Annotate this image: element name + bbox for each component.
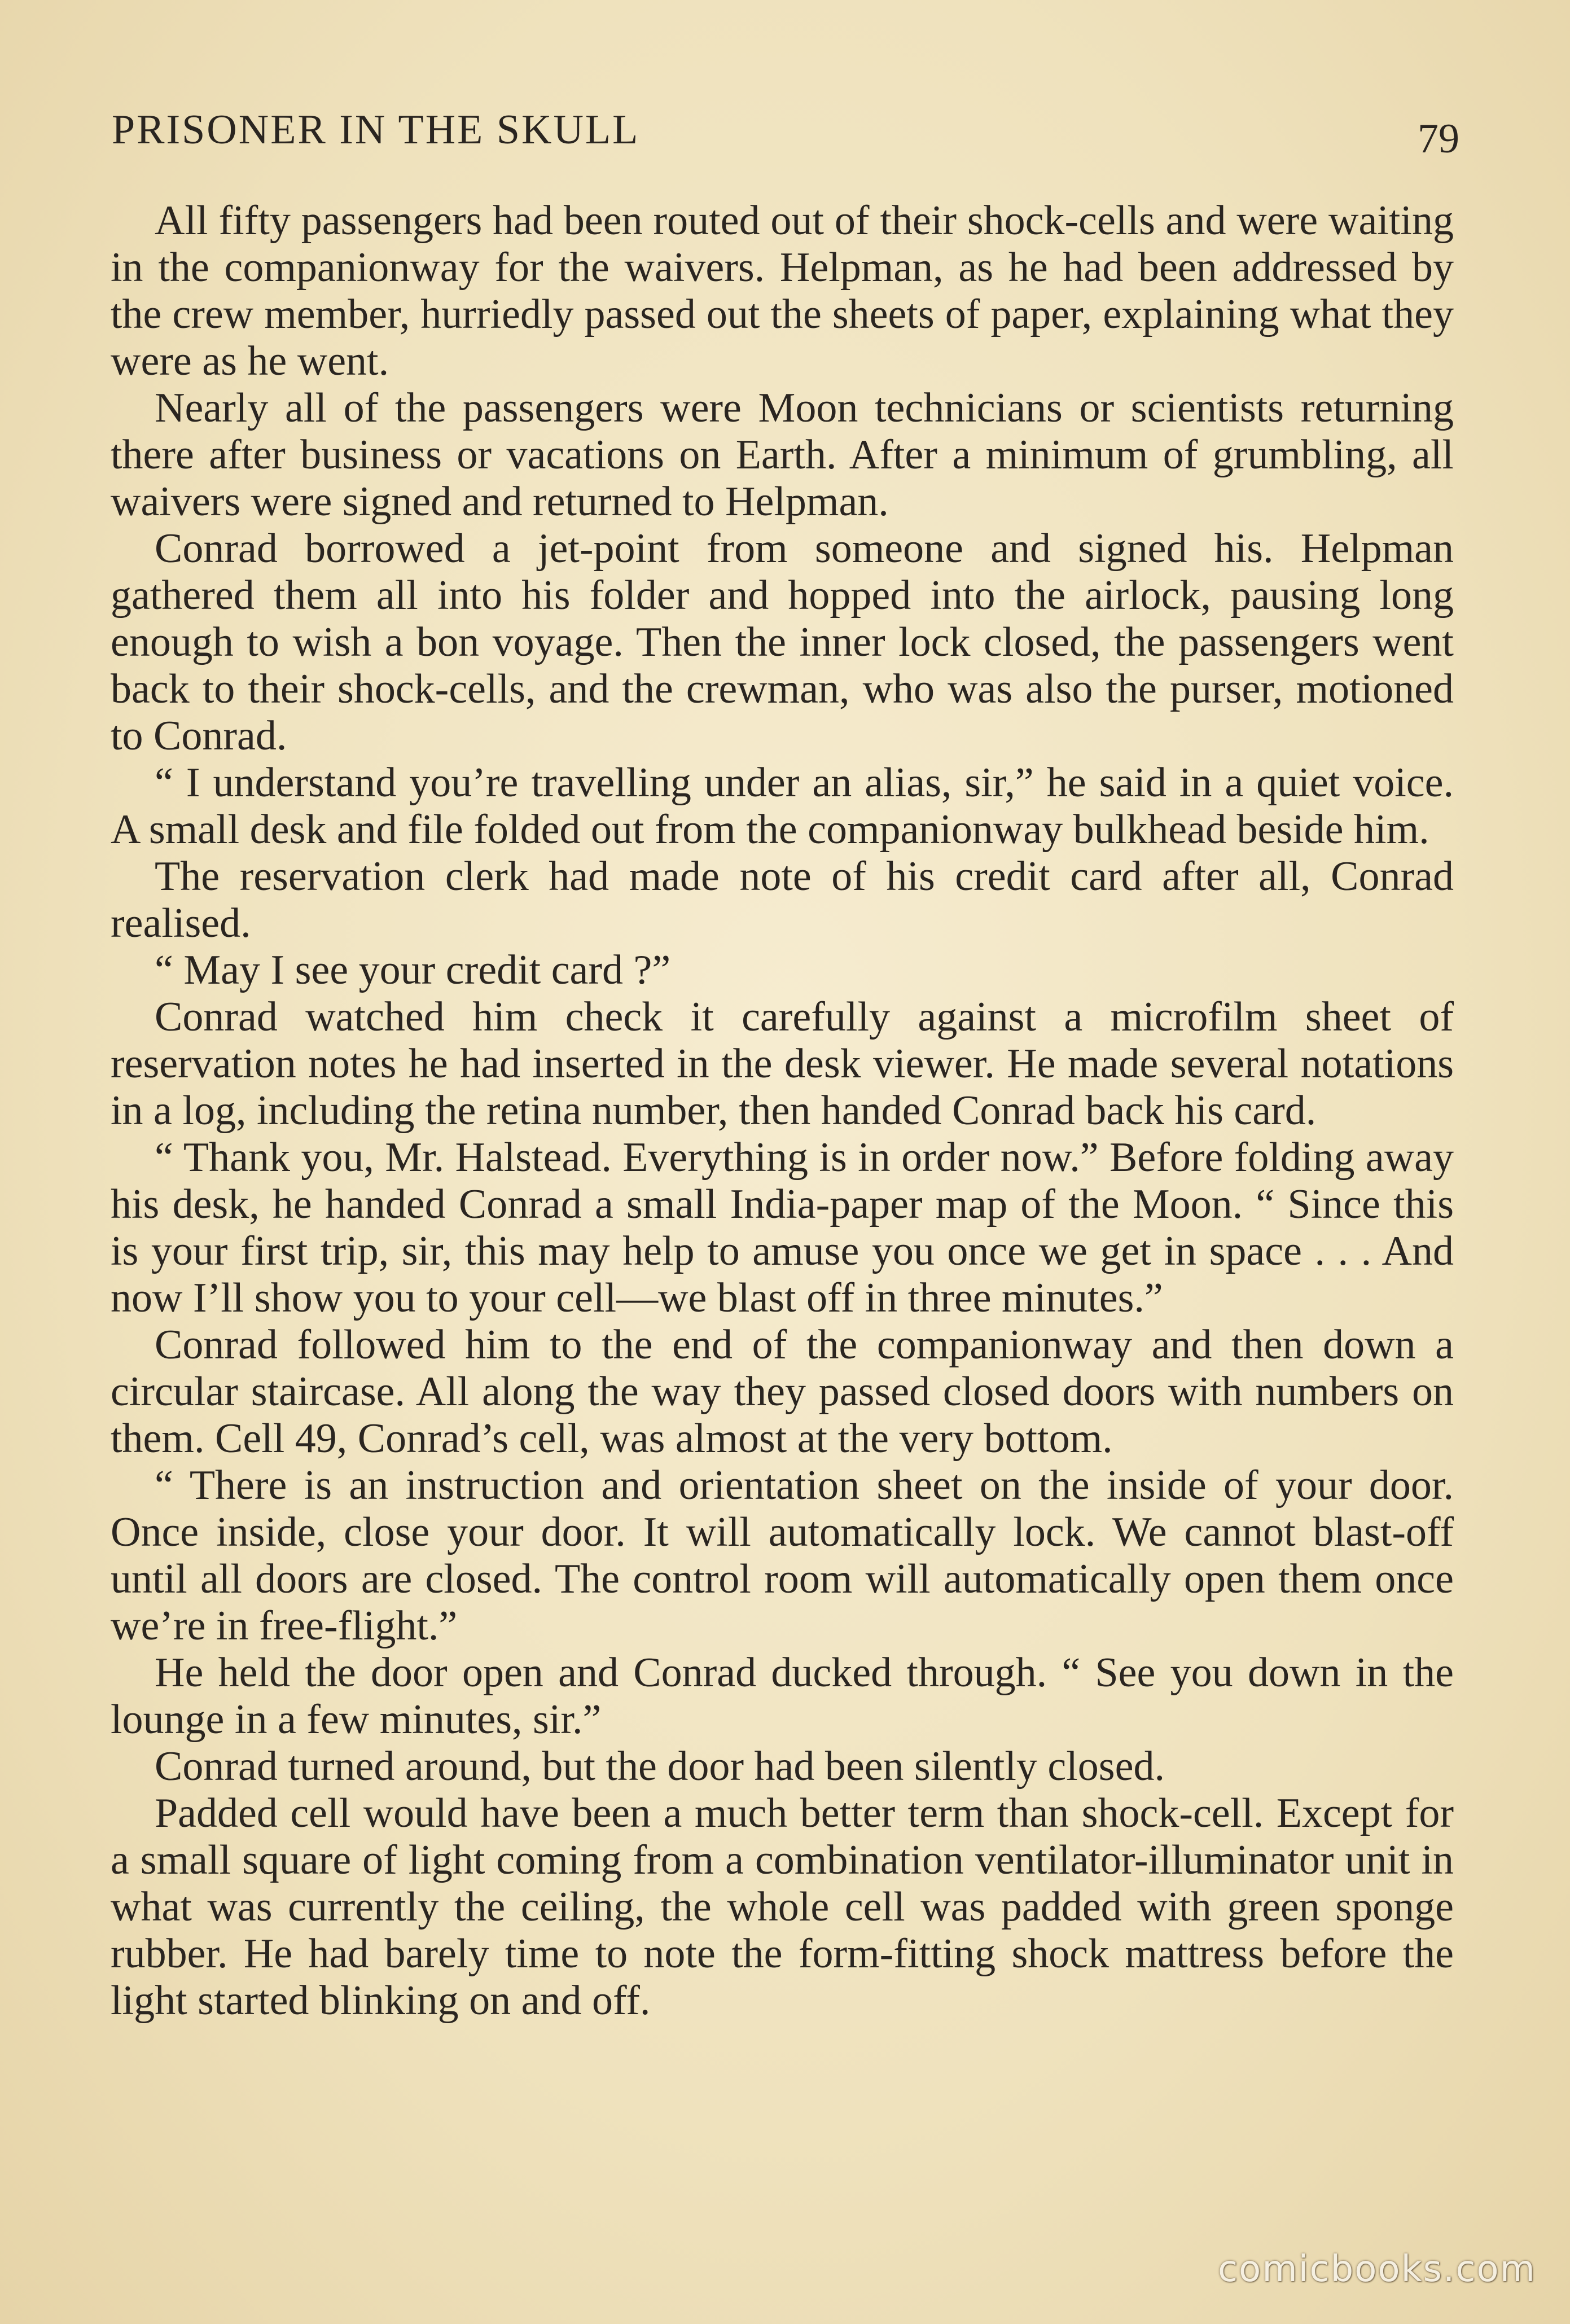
paragraph: Conrad turned around, but the door had been silently closed. — [155, 1743, 1165, 1790]
paragraph: Nearly all of the passengers were Moon technicians or scientists returning there after business or vacations on Earth. After a minimum of grumbling, all waivers were signed and returned to Helpman. — [111, 385, 1454, 525]
page-number: 79 — [1418, 116, 1459, 162]
body-text — [111, 198, 1454, 2024]
paragraph: Conrad followed him to the end of the companionway and then down a circular staircase. All along the way they passed closed doors with numbers on them. Cell 49, Conrad’s cell, was almost at the very bottom. — [111, 1322, 1454, 1462]
paragraph: All fifty passengers had been routed out of their shock-cells and were waiting in the companionway for the waivers. Helpman, as he had been addressed by the crew member, hurriedly passed out the sheets of paper, explaining what they were as he went. — [111, 198, 1454, 384]
paragraph: Conrad watched him check it carefully against a microfilm sheet of reservation notes he had inserted in the desk viewer. He made several notations in a log, including the retina number, then handed Conrad back his card. — [111, 994, 1454, 1134]
paragraph: Conrad borrowed a jet-point from someone and signed his. Helpman gathered them all into his folder and hopped into the airlock, pausing long enough to wish a bon voyage. Then the inner lock closed, the passengers went back to their shock-cells, and the crewman, who was also the purser, motioned to Conrad. — [111, 525, 1454, 759]
paragraph: “ May I see your credit card ?” — [155, 947, 671, 993]
paragraph: “ Thank you, Mr. Halstead. Everything is in order now.” Before folding away his desk, he handed Conrad a small India-paper map of the Moon. “ Since this is your first trip, sir, this may help to amuse you once we get in space . . . And now I’ll show you to your cell—we blast off in three minutes.” — [111, 1134, 1454, 1321]
paragraph: Padded cell would have been a much better term than shock-cell. Except for a small square of light coming from a combination ventilator-illuminator unit in what was currently the ceiling, the whole cell was padded with green sponge rubber. He had barely time to note the form-fitting shock mattress before the light started blinking on and off. — [111, 1790, 1454, 2024]
paragraph: He held the door open and Conrad ducked through. “ See you down in the lounge in a few minutes, sir.” — [111, 1650, 1454, 1743]
running-head: PRISONER IN THE SKULL — [112, 107, 640, 153]
paragraph: The reservation clerk had made note of his credit card after all, Conrad realised. — [111, 853, 1454, 946]
paragraph: “ I understand you’re travelling under an alias, sir,” he said in a quiet voice. A small desk and file folded out from the companionway bulkhead beside him. — [111, 760, 1454, 853]
watermark: comicbooks.com — [1217, 2248, 1536, 2290]
paragraph: “ There is an instruction and orientation sheet on the inside of your door. Once inside, close your door. It will automatically lock. We cannot blast-off until all doors are closed. The control room will automatically open them once we’re in free-flight.” — [111, 1462, 1454, 1649]
